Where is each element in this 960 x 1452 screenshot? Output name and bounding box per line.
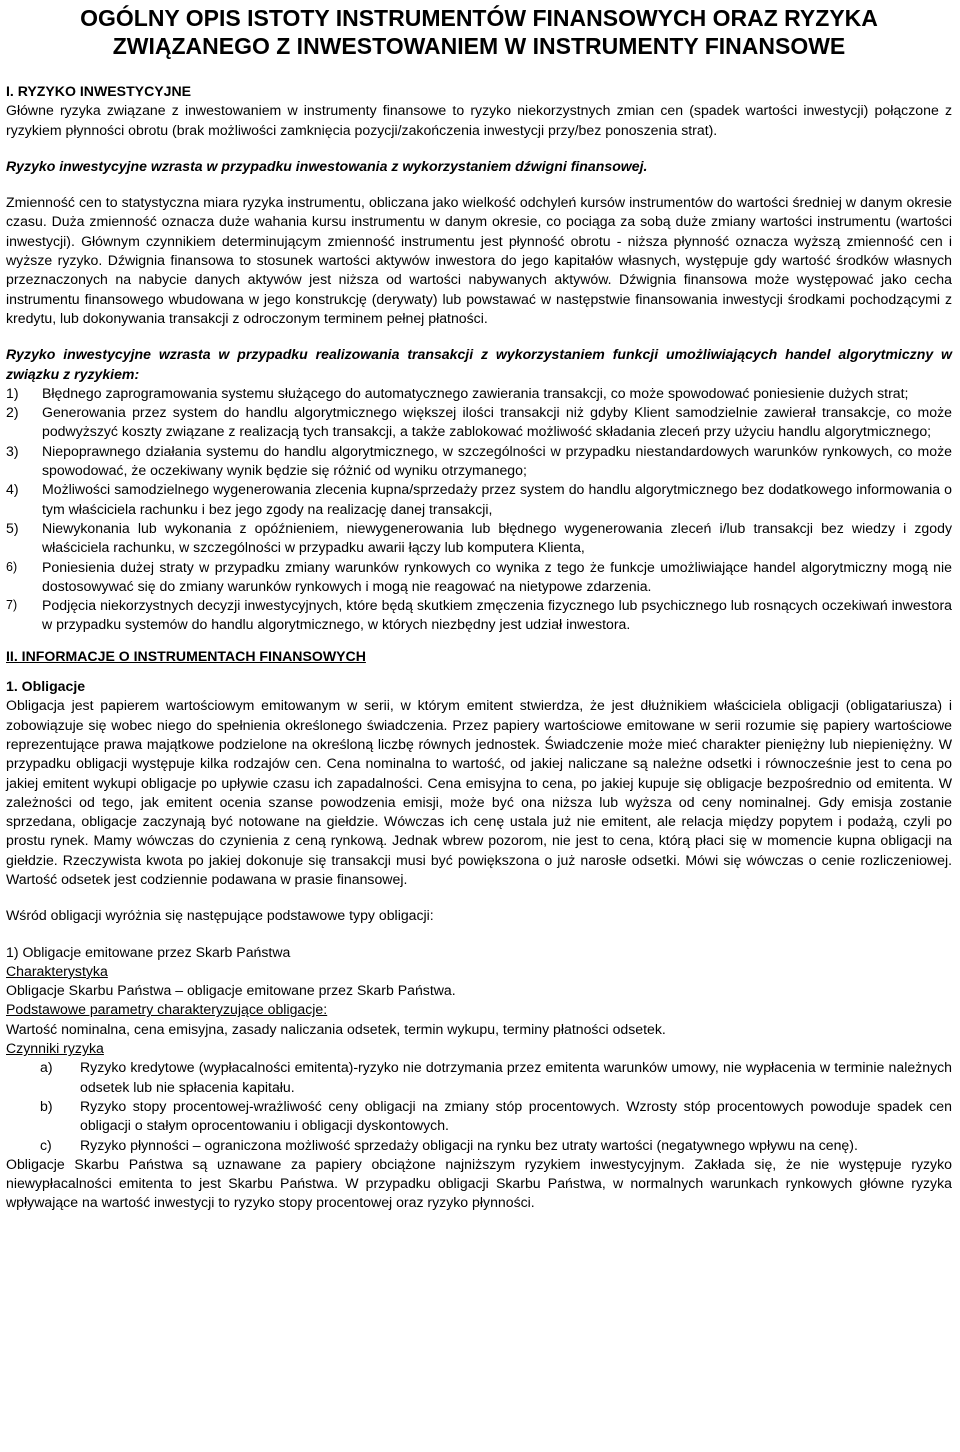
label-risk-factors: Czynniki ryzyka xyxy=(6,1040,104,1057)
list-item xyxy=(6,384,952,403)
list-item-text: Ryzyko kredytowe (wypłacalności emitenta)-ryzyko nie dotrzymania przez emitenta warunków umowy, nie wypłacenia w terminie należnych odsetek lub nie spłacenia kapitału. xyxy=(80,1059,952,1095)
risk-factor-list xyxy=(6,1058,952,1154)
paragraph-treasury-closing: Obligacje Skarbu Państwa są uznawane za papiery obciążone najniższym ryzykiem inwestycyjnym. Zakłada się, że nie występuje ryzyko niewypłacalności emitenta to jest Skarbu Państwa. W przypadku obligacji Skarbu Państwa, w normalnych warunkach rynkowych główne ryzyka wpływające na wartość inwestycji to ryzyko stopy procentowej oraz ryzyko płynności. xyxy=(6,1155,952,1211)
subsection-heading-bonds: 1. Obligacje xyxy=(6,678,86,695)
list-item-number: 1) xyxy=(6,384,19,401)
list-item xyxy=(40,1097,952,1136)
list-item-text: Ryzyko płynności – ograniczona możliwość sprzedaży obligacji na rynku bez utraty wartości (negatywnego wpływu na cenę). xyxy=(80,1136,858,1153)
list-item xyxy=(40,1058,952,1097)
paragraph-bonds: Obligacja jest papierem wartościowym emitowanym w serii, w którym emitent stwierdza, że jest dłużnikiem właściciela obligacji (obligatariusza) i zobowiązuje się wobec niego do spełnienia określonego świadczenia. Przez papiery wartościowe emitowane w serii rozumie się papiery wartościowe reprezentujące prawa majątkowe podzielone na określoną liczbę równych jednostek. Świadczenie może mieć charakter pieniężny lub niepieniężny. W przypadku obligacji występuje kilka rodzajów cen. Cena nominalna to wartość, od jakiej naliczane są należne odsetki i równocześnie jest to cena po jakiej emitent wykupi obligacje po upływie czasu ich zapadalności. Cena emisyjna to cena, po jakiej kupuje się obligacje bezpośrednio od emitenta. W zależności od tego, jak emitent ocenia szanse powodzenia emisji, może być ona niższa lub wyższa od ceny nominalnej. Gdy emisja zostanie sprzedana, obligacje zaczynają być notowane na giełdzie. Wówczas ich cenę ustala już nie emitent, ale relacja między popytem i podażą, czyli po prostu rynek. Mamy wówczas do czynienia z ceną rynkową. Jednak wbrew pozorom, nie jest to cena, którą płaci się w momencie kupna obligacji na giełdzie. Rzeczywista kwota po jakiej dokonuje się transakcji musi być powiększona o już narosłe odsetki. Mówi się wówczas o cenie rozliczeniowej. Wartość odsetek jest codziennie podawana w prasie finansowej. xyxy=(6,697,952,887)
paragraph-bond-types-intro: Wśród obligacji wyróżnia się następujące podstawowe typy obligacji: xyxy=(6,907,434,924)
list-item xyxy=(6,442,952,481)
list-item-number: 4) xyxy=(6,481,19,498)
list-item-text: Błędnego zaprogramowania systemu służącego do automatycznego zawierania transakcji, co może spowodować poniesienie dużych strat; xyxy=(42,384,909,401)
list-item-number: 5) xyxy=(6,519,19,536)
list-item-text: Ryzyko stopy procentowej-wrażliwość ceny obligacji na zmiany stóp procentowych. Wzrosty stóp procentowych powoduje spadek cen obligacji o stałym oprocentowaniu i obligacji dyskontowych. xyxy=(80,1097,952,1134)
emphasis-algorithmic-trading: Ryzyko inwestycyjne wzrasta w przypadku realizowania transakcji z wykorzystaniem funkcji umożliwiających handel algorytmiczny w związku z ryzykiem: xyxy=(6,346,952,382)
paragraph-volatility-leverage: Zmienność cen to statystyczna miara ryzyka instrumentu, obliczana jako wielkość odchyleń kursów instrumentów do wartości średniej w danym okresie czasu. Duża zmienność oznacza duże wahania kursu instrumentu w danym okresie, co pociąga za sobą duże zmiany wartości instrumentu (wartości inwestycji). Głównym czynnikiem determinującym zmienność instrumentu jest płynność obrotu - niższa płynność oznacza wyższą zmienność cen i wyższe ryzyko. Dźwignia finansowa to stosunek wartości aktywów inwestora do jego kapitałów własnych, występuje gdy wartość środków własnych przeznaczonych na nabycie danych aktywów jest niższa od wartości nabywanych aktywów. Dźwignia finansowa może występować jako cecha instrumentu finansowego wbudowana w jego konstrukcję (derywaty) lub powstawać w następstwie finansowania inwestycji środkami pochodzącymi z kredytu, lub dokonywania transakcji z odroczonym terminem pełnej płatności. xyxy=(6,194,952,326)
emphasis-leverage: Ryzyko inwestycyjne wzrasta w przypadku inwestowania z wykorzystaniem dźwigni finansowej. xyxy=(6,157,648,174)
list-item xyxy=(6,596,952,635)
section-heading-financial-instruments: II. INFORMACJE O INSTRUMENTACH FINANSOWYCH xyxy=(6,647,366,664)
list-item-letter: b) xyxy=(40,1097,53,1114)
document-title: OGÓLNY OPIS ISTOTY INSTRUMENTÓW FINANSOWYCH ORAZ RYZYKA ZWIĄZANEGO Z INWESTOWANIEM W INSTRUMENTY FINANSOWE xyxy=(80,5,878,59)
section-heading-investment-risk: I. RYZYKO INWESTYCYJNE xyxy=(6,83,192,99)
list-item-text: Niewykonania lub wykonania z opóźnieniem, niewygenerowania lub błędnego wygenerowania zleceń i/lub transakcji bez wiedzy i zgody właściciela rachunku, w szczególności w przypadku awarii łączy lub komputera Klienta, xyxy=(42,519,952,556)
paragraph-main-risks: Główne ryzyka związane z inwestowaniem w instrumenty finansowe to ryzyko niekorzystnych zmian cen (spadek wartości inwestycji) połączone z ryzykiem płynności obrotu (brak możliwości zamknięcia pozycji/zakończenia inwestycji przy/bez ponoszenia strat). xyxy=(6,102,952,138)
list-item xyxy=(6,519,952,558)
text-parameters: Wartość nominalna, cena emisyjna, zasady naliczania odsetek, termin wykupu, terminy płatności odsetek. xyxy=(6,1020,666,1037)
label-parameters: Podstawowe parametry charakteryzujące obligacje: xyxy=(6,1001,328,1018)
list-item-text: Generowania przez system do handlu algorytmicznego większej ilości transakcji niż gdyby Klient samodzielnie zawierał transakcje, co może podwyższyć koszty związane z realizacją tych transakcji, a także zablokować możliwość składania zleceń przy użyciu handlu algorytmicznego; xyxy=(42,404,952,440)
list-item-text: Podjęcia niekorzystnych decyzji inwestycyjnych, które będą skutkiem zmęczenia fizycznego lub psychicznego lub rosnących oczekiwań inwestora w przypadku systemów do handlu algorytmicznego, w których niezbędny jest udział inwestora. xyxy=(42,597,952,633)
list-item xyxy=(40,1136,952,1155)
list-item-number: 2) xyxy=(6,404,19,421)
list-item-text: Niepoprawnego działania systemu do handlu algorytmicznego, w szczególności w przypadku niestandardowych warunków rynkowych, co może spowodować, że oczekiwany wynik będzie się różnić od wyniku otrzymanego; xyxy=(42,442,952,479)
list-item-letter: c) xyxy=(40,1136,52,1153)
list-item-text: Możliwości samodzielnego wygenerowania zlecenia kupna/sprzedaży przez system do handlu algorytmicznego bez dodatkowego informowania o tym właściciela rachunku i bez jego zgody na realizację danej transakcji, xyxy=(42,481,952,517)
list-item-letter: a) xyxy=(40,1059,53,1076)
list-item xyxy=(6,558,952,597)
bond-type-treasury: 1) Obligacje emitowane przez Skarb Państwa xyxy=(6,943,291,960)
text-characteristics: Obligacje Skarbu Państwa – obligacje emitowane przez Skarb Państwa. xyxy=(6,982,456,999)
list-item-number: 3) xyxy=(6,442,19,459)
list-item xyxy=(6,480,952,519)
list-item-number: 6) xyxy=(6,559,18,574)
label-characteristics: Charakterystyka xyxy=(6,962,108,979)
list-item-number: 7) xyxy=(6,598,18,613)
algorithmic-risk-list xyxy=(6,384,952,635)
list-item xyxy=(6,403,952,442)
list-item-text: Poniesienia dużej straty w przypadku zmiany warunków rynkowych co wynika z tego że funkcje umożliwiające handel algorytmiczny mogą nie dostosowywać się do zmiany warunków rynkowych i mogą nie reagować na nietypowe zdarzenia. xyxy=(42,558,952,594)
